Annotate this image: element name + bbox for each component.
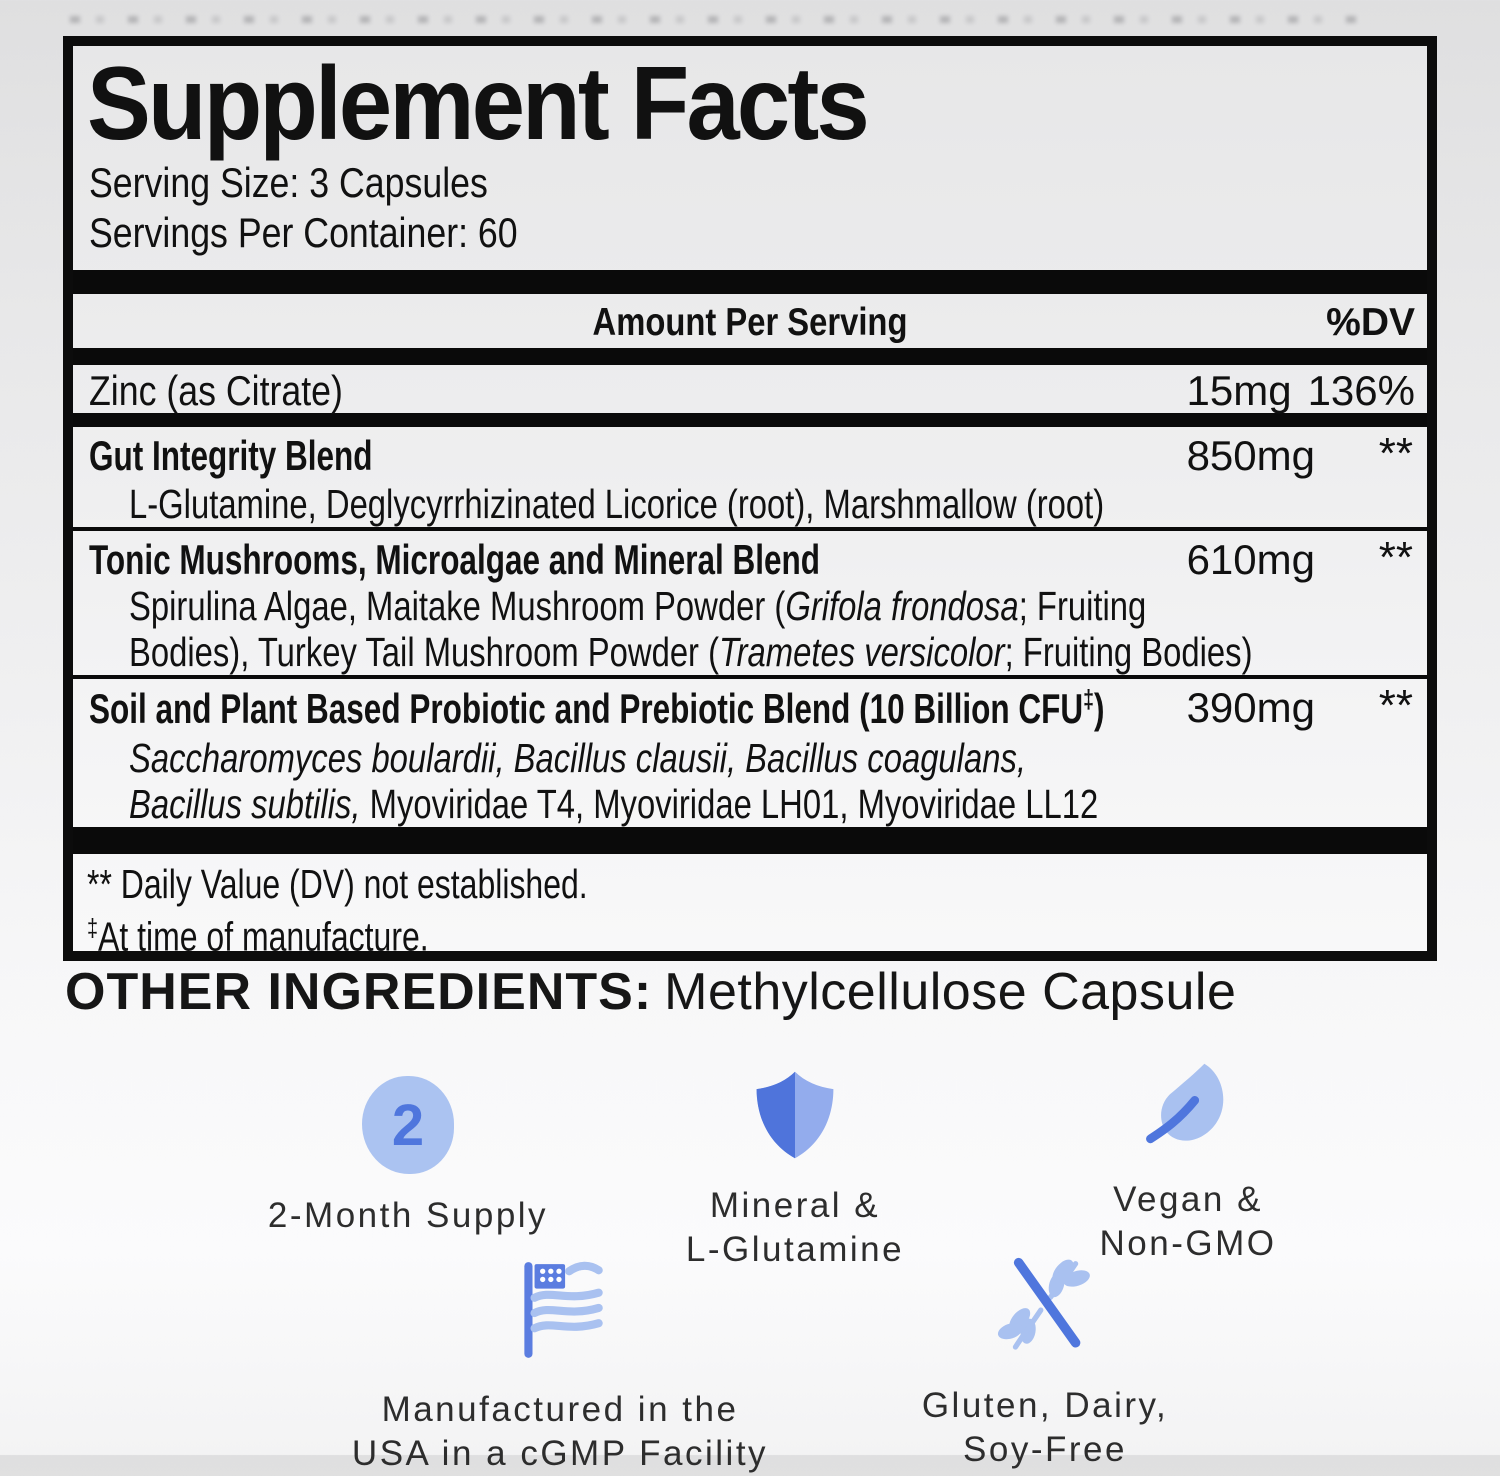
blend-amount: 610mg xyxy=(1186,536,1315,584)
other-ingredients-row xyxy=(65,962,1236,1022)
panel-title: Supplement Facts xyxy=(87,46,867,162)
zinc-name: Zinc (as Citrate) xyxy=(89,367,343,415)
feature-label: L-Glutamine xyxy=(685,1230,905,1269)
blend-row-probiotic-prebiotic xyxy=(73,679,1427,735)
separator-bar xyxy=(73,413,1427,427)
separator-bar xyxy=(73,270,1427,294)
blend-ingredients-line: L-Glutamine, Deglycyrrhizinated Licorice (root), Marshmallow (root) xyxy=(129,481,1105,528)
amount-per-serving-header: Amount Per Serving xyxy=(592,301,908,345)
column-header-row xyxy=(73,294,1427,348)
blend-ingredients xyxy=(73,735,1427,827)
blend-row-tonic-mushrooms xyxy=(73,531,1427,583)
leaf-icon xyxy=(968,1056,1408,1162)
dv-header: %DV xyxy=(1326,301,1415,345)
separator-bar xyxy=(73,348,1427,365)
cropped-text-remnant xyxy=(70,16,1360,23)
feature-label: Non-GMO xyxy=(1099,1224,1277,1263)
other-ingredients-value: Methylcellulose Capsule xyxy=(664,963,1237,1021)
blend-ingredients-line: Bodies), Turkey Tail Mushroom Powder (Trametes versicolor; Fruiting Bodies) xyxy=(129,629,1253,676)
blend-name: Gut Integrity Blend xyxy=(89,432,373,480)
no-gluten-icon xyxy=(825,1248,1265,1368)
zinc-row xyxy=(73,365,1427,413)
blend-amount: 390mg xyxy=(1186,684,1315,732)
blend-name: Soil and Plant Based Probiotic and Prebiotic Blend (10 Billion CFU‡) xyxy=(89,684,1105,733)
blend-name: Tonic Mushrooms, Microalgae and Mineral Blend xyxy=(89,536,821,584)
zinc-values xyxy=(1187,367,1415,415)
blend-ingredients xyxy=(73,583,1427,675)
blend-dv: ** xyxy=(1378,429,1413,479)
feature-label: Mineral & xyxy=(709,1186,881,1225)
feature-vegan-non-gmo xyxy=(968,1056,1408,1266)
usa-flag-icon xyxy=(340,1252,780,1372)
blend-row-gut-integrity xyxy=(73,427,1427,481)
feature-label: USA in a cGMP Facility xyxy=(351,1434,769,1473)
serving-size: Serving Size: 3 Capsules xyxy=(89,159,488,207)
zinc-amount: 15mg xyxy=(1186,367,1292,415)
feature-label: 2-Month Supply xyxy=(267,1196,549,1235)
blend-amount: 850mg xyxy=(1186,432,1315,480)
zinc-dv: 136% xyxy=(1307,367,1415,415)
separator-bar xyxy=(73,827,1427,854)
feature-allergen-free xyxy=(825,1248,1265,1472)
feature-label: Gluten, Dairy, xyxy=(921,1386,1169,1425)
blend-ingredients xyxy=(73,481,1427,527)
footnotes xyxy=(73,862,1427,959)
two-badge-icon xyxy=(188,1072,628,1178)
blend-ingredients-line: Bacillus subtilis, Myoviridae T4, Myoviridae LH01, Myoviridae LL12 xyxy=(129,781,1099,828)
feature-mineral-glutamine xyxy=(575,1062,1015,1272)
feature-made-in-usa xyxy=(340,1252,780,1476)
blend-ingredients-line: Saccharomyces boulardii, Bacillus clausii, Bacillus coagulans, xyxy=(129,735,1026,782)
footnote-manufacture: ‡At time of manufacture. xyxy=(87,913,429,960)
blend-dv: ** xyxy=(1378,533,1413,583)
supplement-facts-panel xyxy=(63,36,1437,961)
feature-label: Vegan & xyxy=(1113,1180,1263,1219)
shield-icon xyxy=(575,1062,1015,1168)
feature-label: Manufactured in the xyxy=(381,1390,739,1429)
blend-ingredients-line: Spirulina Algae, Maitake Mushroom Powder (Grifola frondosa; Fruiting xyxy=(129,583,1147,630)
feature-month-supply xyxy=(188,1072,628,1238)
servings-per-container: Servings Per Container: 60 xyxy=(89,209,518,257)
footnote-dv: ** Daily Value (DV) not established. xyxy=(87,861,588,908)
badge-number: 2 xyxy=(391,1092,425,1158)
blend-dv: ** xyxy=(1378,681,1413,731)
feature-label: Soy-Free xyxy=(963,1430,1127,1469)
other-ingredients-label: OTHER INGREDIENTS: xyxy=(65,963,653,1021)
